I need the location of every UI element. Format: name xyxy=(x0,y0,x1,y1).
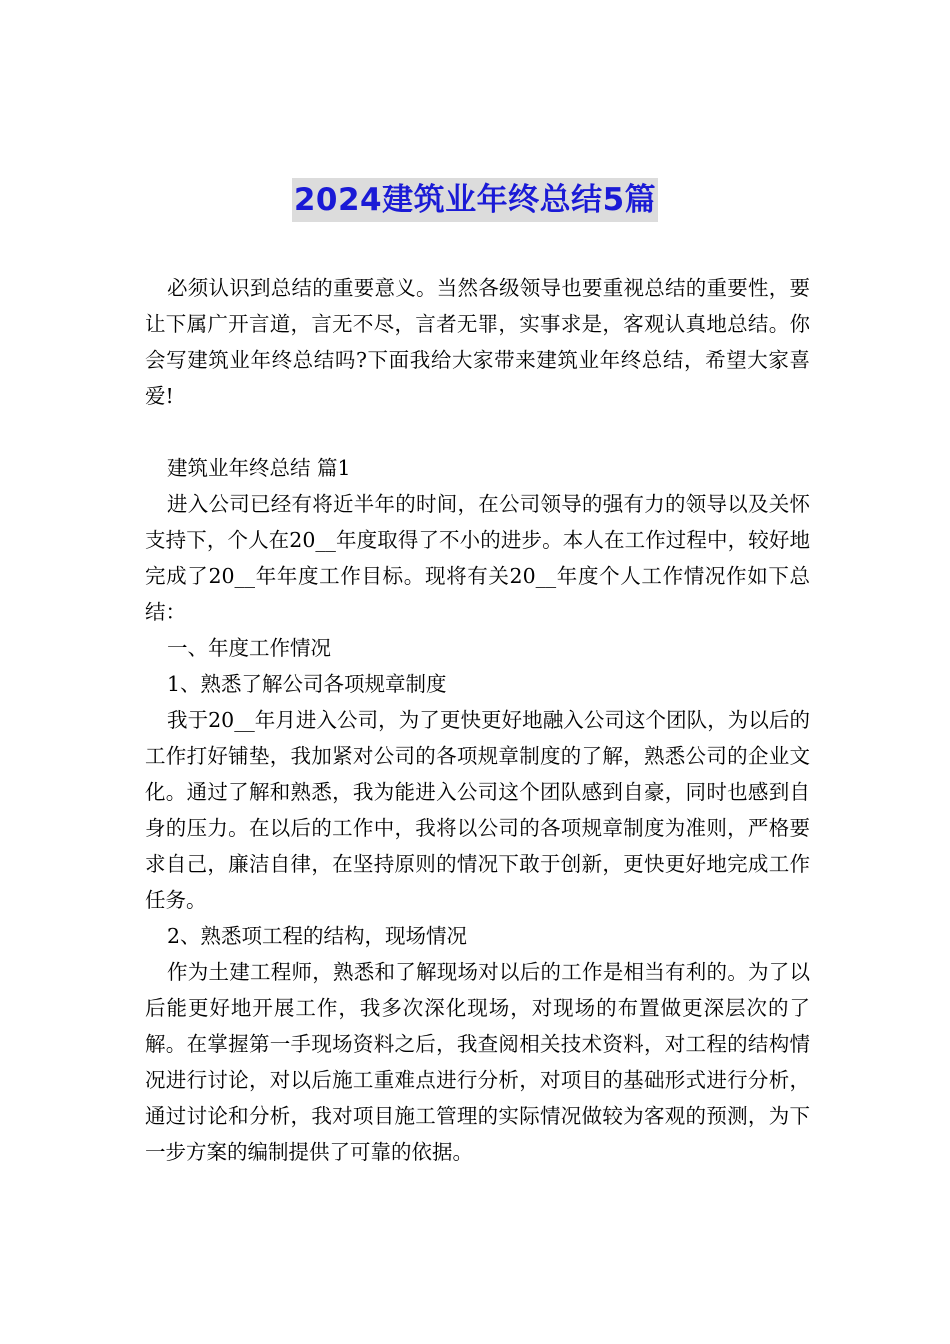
section-heading: 建筑业年终总结 篇1 xyxy=(167,456,351,480)
subheading-structure: 2、熟悉项工程的结构，现场情况 xyxy=(167,924,468,948)
subheading-annual-work: 一、年度工作情况 xyxy=(167,636,331,660)
body-paragraph: 作为土建工程师，熟悉和了解现场对以后的工作是相当有利的。为了以后能更好地开展工作，我多次深化现场，对现场的布置做更深层次的了解。在掌握第一手现场资料之后，我查阅相关技术资料，对工程的结构情况进行讨论，对以后施工重难点进行分析，对项目的基础形式进行分析，通过讨论和分析，我对项目施工管理的实际情况做较为客观的预测，为下一步方案的编制提供了可靠的依据。 xyxy=(145,960,810,1164)
subheading-rules: 1、熟悉了解公司各项规章制度 xyxy=(167,672,447,696)
body-paragraph: 我于20__年月进入公司，为了更快更好地融入公司这个团队，为以后的工作打好铺垫，我加紧对公司的各项规章制度的了解，熟悉公司的企业文化。通过了解和熟悉，我为能进入公司这个团队感到自豪，同时也感到自身的压力。在以后的工作中，我将以公司的各项规章制度为准则，严格要求自己，廉洁自律，在坚持原则的情况下敢于创新，更快更好地完成工作任务。 xyxy=(145,708,810,912)
document-title: 2024建筑业年终总结5篇 xyxy=(292,178,658,222)
intro-paragraph: 必须认识到总结的重要意义。当然各级领导也要重视总结的重要性，要让下属广开言道，言无不尽，言者无罪，实事求是，客观认真地总结。你会写建筑业年终总结吗?下面我给大家带来建筑业年终总结，希望大家喜爱! xyxy=(145,276,810,408)
paragraph-spacer xyxy=(145,414,810,450)
body-paragraph: 进入公司已经有将近半年的时间，在公司领导的强有力的领导以及关怀支持下，个人在20__年度取得了不小的进步。本人在工作过程中，较好地完成了20__年年度工作目标。现将有关20__年度个人工作情况作如下总结： xyxy=(145,492,810,624)
title-container xyxy=(0,178,950,222)
document-body xyxy=(145,270,810,1170)
